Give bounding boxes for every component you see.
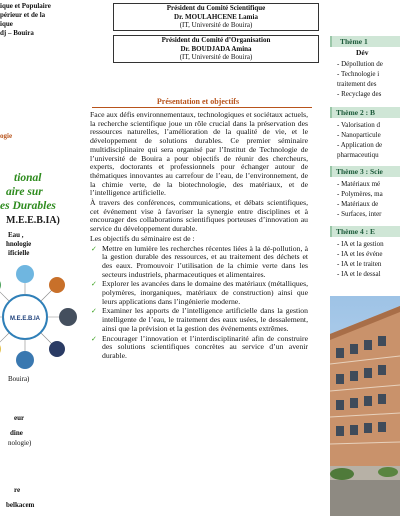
check-icon: ✓ [91,244,97,253]
left-line-2: périeur et de la [0,11,46,19]
theme-1-item: - Dépollution de [337,60,383,68]
theme-2-item: - Application de [337,141,383,149]
theme-3-item: - Matériaux mé [337,180,381,188]
left-line-1: ique et Populaire [0,2,51,10]
theme-2-title: Thème 2 : B [336,108,375,117]
theme-4-item: - IA et la gestion [337,240,384,248]
theme-4-item: - IA et le dessal [337,270,381,278]
theme-2-item: - Nanoparticule [337,131,381,139]
presentation-divider [92,107,312,108]
theme-3-item: - Polymères, ma [337,190,383,198]
left-line-3: ique [0,20,13,28]
svg-text:M.E.E.B.IA: M.E.E.B.IA [9,316,41,322]
presentation-paragraph-2: À travers des conférences, communications, et débats scientifiques, cet événement vise à favoriser la synergie entre disciplines et à encourager des collaborations scientifiques porteuses d’innovation au service du développement durable. [90,198,308,234]
theme-1-title-cont: Dév [356,48,369,57]
left-lower-4: nologie) [8,439,32,447]
left-title-line-2: aire sur [6,186,43,198]
university-building-photo [330,296,400,516]
theme-3-title: Thème 3 : Scie [336,167,383,176]
left-title-line-1: tional [14,172,42,184]
president-organisation-box [113,35,319,63]
left-lower-5: re [14,486,21,494]
theme-2-item: pharmaceutiqu [337,151,379,159]
left-sub-2: hnologie [6,240,32,248]
right-panel [330,0,400,516]
theme-3-item: - Surfaces, inter [337,210,382,218]
theme-1-item: - Recyclage des [337,90,382,98]
presentation-body [90,111,308,362]
theme-1-item: - Technologie i [337,70,380,78]
objective-item: ✓ Examiner les apports de l’intelligence artificielle dans la gestion intelligente de l’eau, le traitement des eaux usées, le dessalement, ainsi que la prévision et la gestion des événements extrêmes. [91,306,308,333]
left-acronym: M.E.E.B.IA) [6,215,60,226]
check-icon: ✓ [91,334,97,343]
presentation-paragraph-3: Les objectifs du séminaire est de : [90,233,195,243]
president-scientific-name: Dr. MOULAHCENE Lamia [174,12,258,21]
president-scientific-heading: Président du Comité Scientifique [166,4,266,12]
president-organisation-affiliation: (IT, Université de Bouira) [179,53,253,61]
theme-3-item: - Matériaux de [337,200,379,208]
check-icon: ✓ [91,280,97,289]
objective-item: ✓ Mettre en lumière les recherches récentes liées à la dé-pollution, à la gestion durable des ressources, et au traitement des déchets et des eaux. Promouvoir l’utilisation de la chimie verte dans les secteurs industriels, pharmaceutiques et alimentaires. [91,243,308,279]
objective-item: ✓ Encourager l’innovation et l’interdisciplinarité afin de construire des solutions scientifiques concrètes au service d’un avenir durable. [91,333,308,360]
left-line-4: dj – Bouira [0,29,34,37]
left-label-ogie: ogie [0,132,13,140]
middle-panel [84,0,312,516]
theme-4-item: - IA et le traiten [337,260,382,268]
check-icon: ✓ [91,307,97,316]
president-organisation-name: Dr. BOUDJADA Amina [180,44,252,53]
theme-4-title: Thème 4 : E [336,227,375,236]
left-sub-1: Eau , [8,231,24,239]
left-lower-6: belkacem [6,501,35,509]
objectives-list [90,245,308,361]
presentation-title: Présentation et objectifs [156,97,240,106]
president-scientific-affiliation: (IT, Université de Bouira) [179,21,253,29]
theme-4-item: - IA et les événe [337,250,383,258]
presentation-paragraph-1: Face aux défis environnementaux, technologiques et sociétaux actuels, la recherche scientifique joue un rôle crucial dans la préservation des ressources naturelles, l’amélioration de la qualité de vie, et le développement de solutions durables. Ce premier séminaire multidisciplinaire qui sera organisé par l’Institut de Technologie de l’université de Bouira a pour objectifs de réunir des chercheurs, experts, doctorants et professionnels pour échanger autour de thématiques innovantes au carrefour de l’eau, de l’environnement, de la chimie verte, de la biotechnologie, des matériaux, et de l’intelligence artificielle. [90,110,308,198]
left-lower-1: Bouira) [8,375,30,383]
president-scientific-box [113,3,319,31]
left-title-line-3: es Durables [0,200,56,212]
seminar-logo [0,262,80,372]
theme-1-title: Thème 1 [340,37,368,46]
left-sub-3: ificielle [8,249,30,257]
president-organisation-heading: Président du Comité d’Organisation [161,36,271,44]
theme-2-item: - Valorisation d [337,121,381,129]
left-lower-3: dine [10,429,23,437]
left-panel [0,0,82,516]
objective-item: ✓ Explorer les avancées dans le domaine des matériaux (métalliques, polymères, inorganiques, matériaux de construction) ainsi que leurs applications dans l’ingénierie moderne. [91,279,308,306]
theme-1-item: traitement des [337,80,377,88]
left-lower-2: eur [14,414,25,422]
